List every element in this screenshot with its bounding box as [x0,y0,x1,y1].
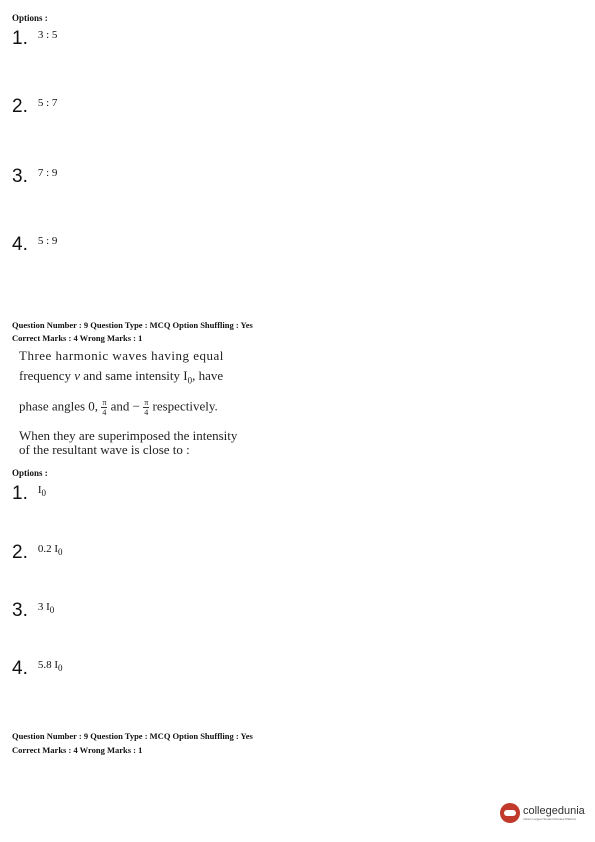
option-number: 2. [12,96,28,117]
question-line-5: of the resultant wave is close to : [19,442,190,457]
option-value: 5.8 I0 [37,659,63,674]
option-value: 7 : 9 [37,167,58,179]
question-line-4: When they are superimposed the intensity [19,428,238,443]
option-number: 1. [12,483,28,504]
option-number: 2. [12,542,28,563]
question-meta-line1: Question Number : 9 Question Type : MCQ Option Shuffling : Yes [12,731,253,741]
option-3[interactable] [12,600,54,622]
option-value: 5 : 9 [37,235,58,247]
option-4[interactable] [12,234,57,256]
option-1[interactable] [12,483,46,505]
logo-tagline: India's Largest Student Review Platform [523,817,577,821]
option-2[interactable] [12,542,63,564]
option-2[interactable] [12,96,57,118]
option-number: 4. [12,234,28,255]
question-meta-line2: Correct Marks : 4 Wrong Marks : 1 [12,745,143,755]
logo-name: collegedunia [523,805,585,817]
option-1[interactable] [12,28,57,50]
option-4[interactable] [12,658,63,680]
option-number: 3. [12,600,28,621]
question-line-1: Three harmonic waves having equal [19,348,224,363]
options-label: Options : [12,13,48,23]
fraction-pi-over-4: $\frac{\pi}{4}$ [144,398,149,417]
question-meta-line1: Question Number : 9 Question Type : MCQ Option Shuffling : Yes [12,320,253,330]
collegedunia-logo [500,803,585,823]
option-value: 3 I0 [37,601,55,616]
option-value: I0 [37,484,47,499]
option-number: 3. [12,166,28,187]
option-value: 3 : 5 [37,29,58,41]
option-3[interactable] [12,166,57,188]
fraction-pi-over-4: $\frac{\pi}{4}$ [102,398,107,417]
option-number: 4. [12,658,28,679]
mascot-icon [500,803,520,823]
option-number: 1. [12,28,28,49]
question-line-2: frequency ν and same intensity $I_0$, have [19,368,224,386]
option-value: 5 : 7 [37,97,58,109]
question-line-3: phase angles 0, $\frac{\pi}{4}$ and − $\frac{\pi}{4}$ respectively. [19,398,218,417]
options-label: Options : [12,468,48,478]
question-meta-line2: Correct Marks : 4 Wrong Marks : 1 [12,333,143,343]
option-value: 0.2 I0 [37,543,63,558]
